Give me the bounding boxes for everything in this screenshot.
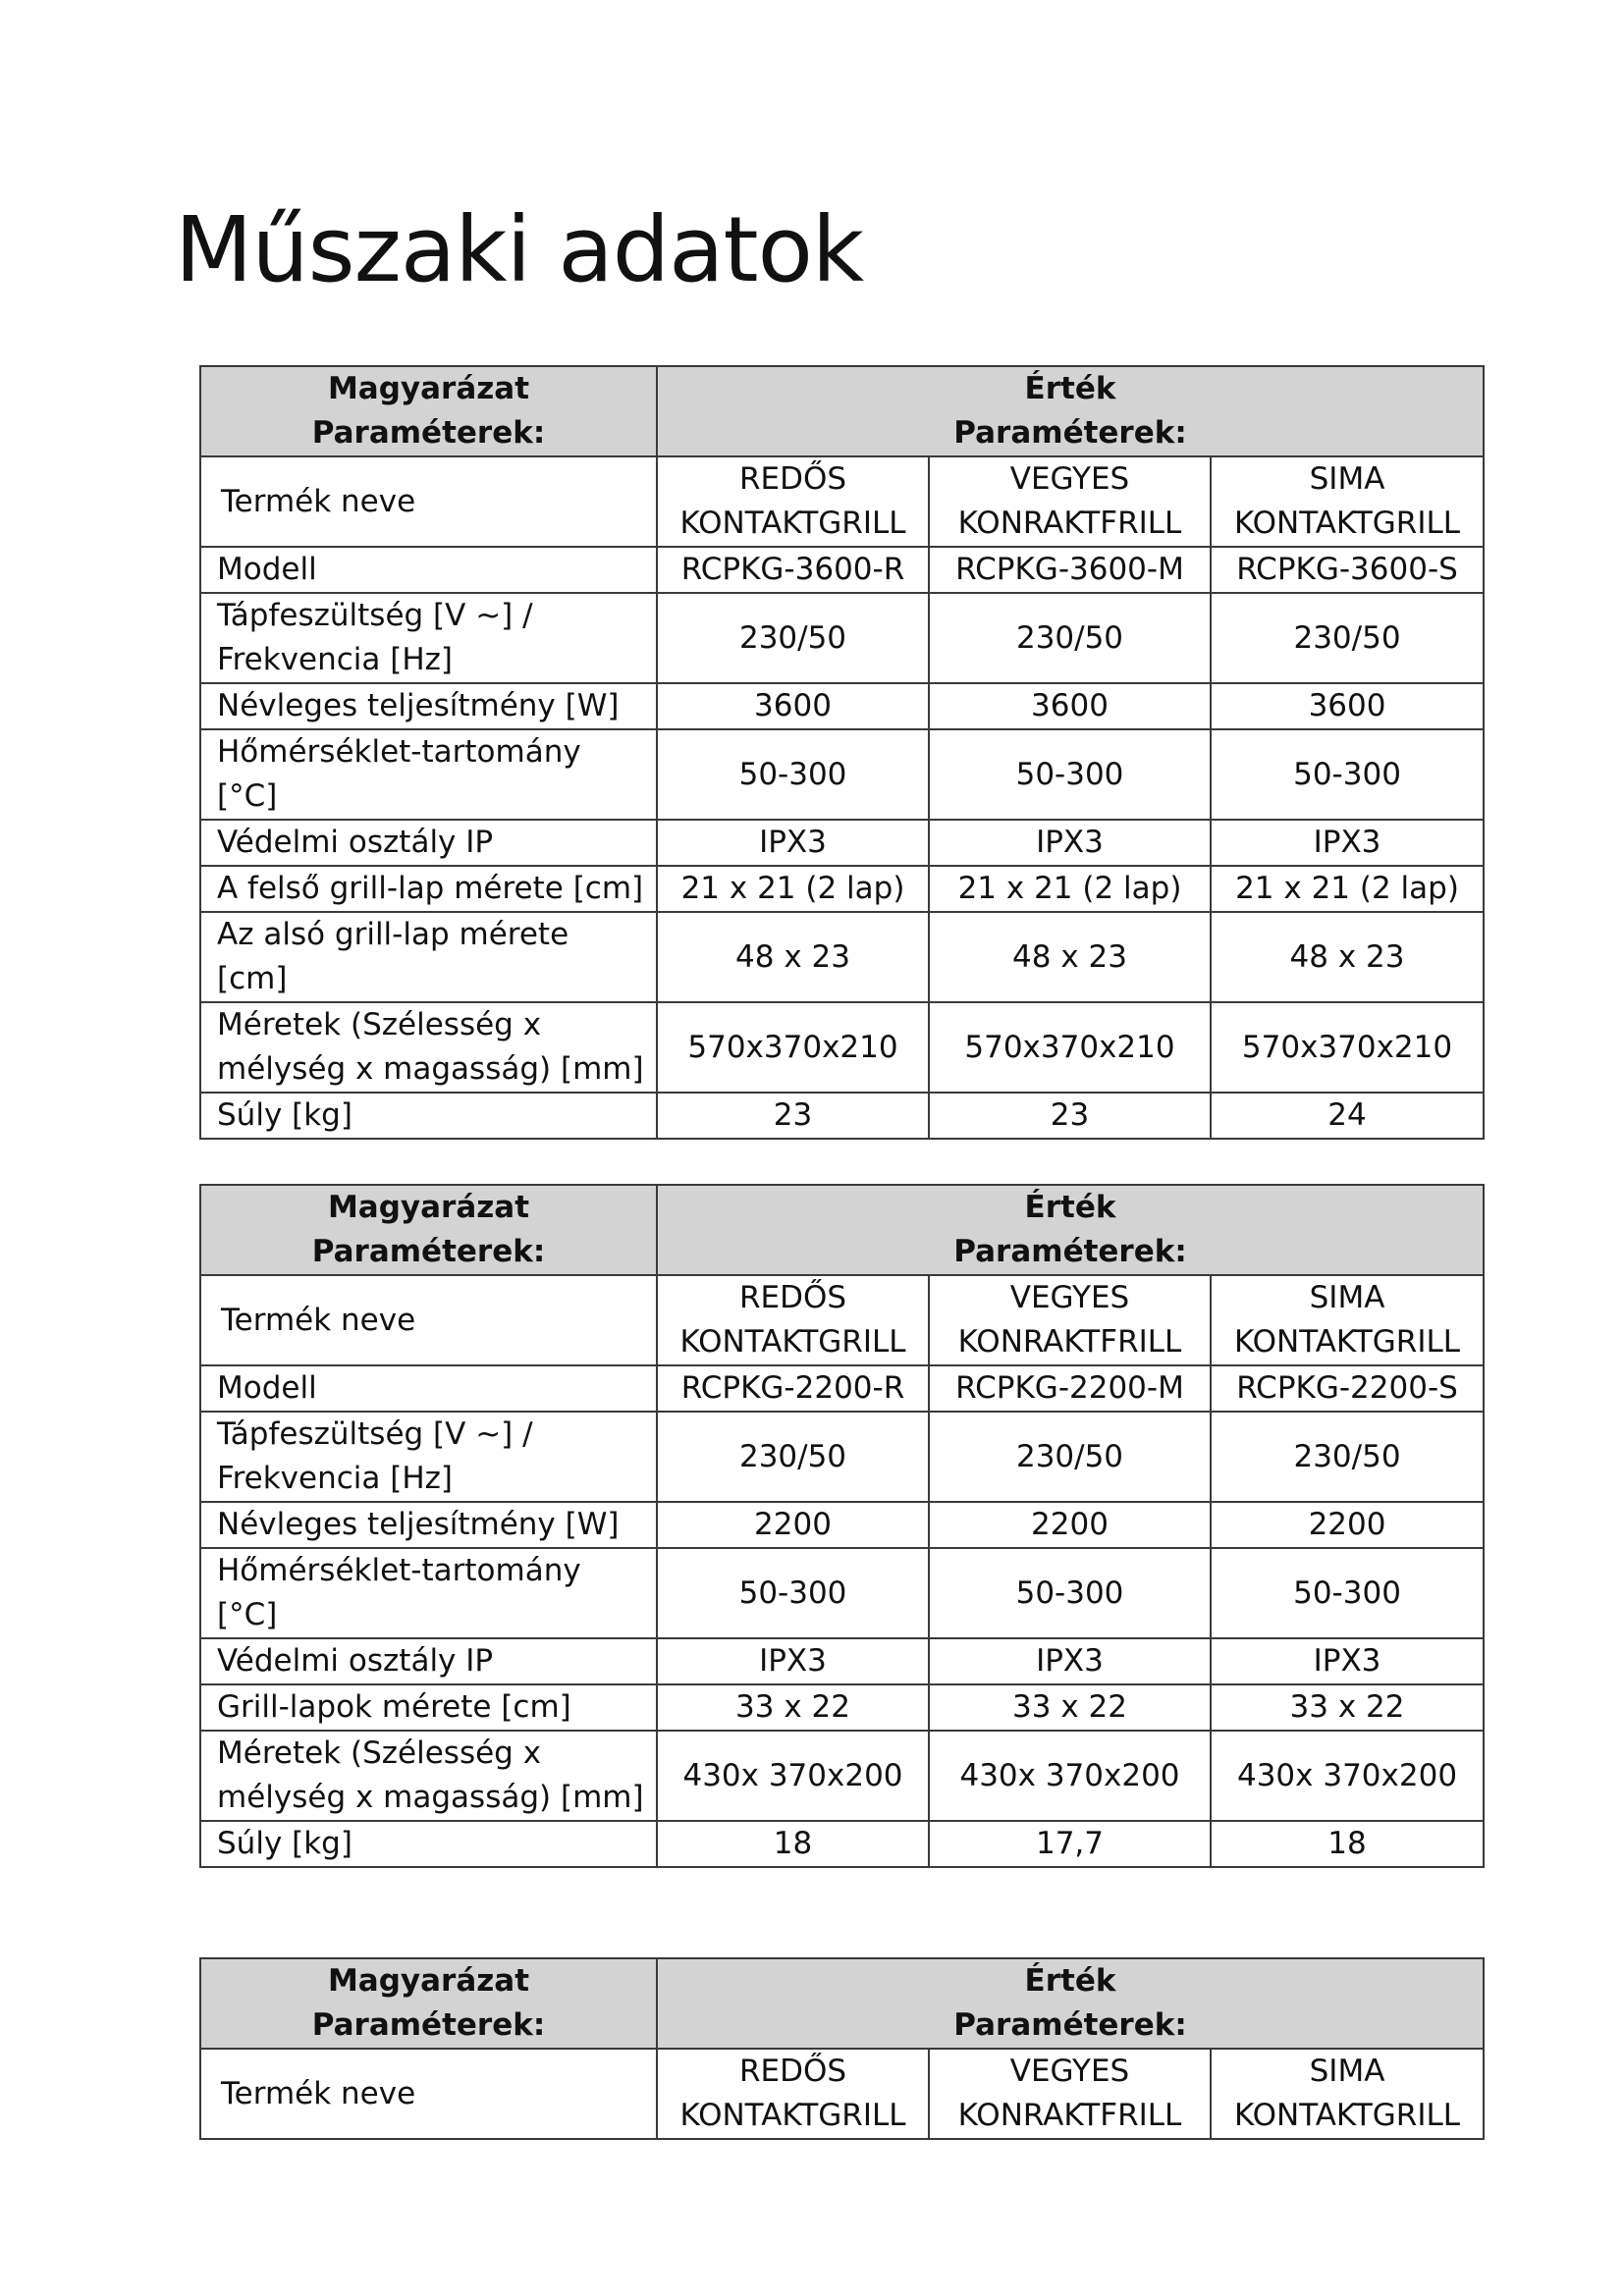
- value-cell: 230/50: [657, 593, 929, 683]
- row-label: [200, 1002, 657, 1093]
- row-label-line: Hőmérséklet-tartomány: [217, 734, 581, 770]
- product-name-cell: [1211, 2049, 1484, 2139]
- header-label: Magyarázat: [327, 1190, 530, 1225]
- product-name-line: REDŐS: [738, 2054, 847, 2089]
- row-label: Termék neve: [200, 456, 657, 547]
- header-label: Paraméterek:: [953, 415, 1187, 451]
- value-cell: 23: [929, 1093, 1211, 1139]
- row-label: Névleges teljesítmény [W]: [200, 683, 657, 729]
- header-cell-values: [657, 1958, 1484, 2049]
- value-cell: 2200: [1211, 1502, 1484, 1548]
- value-cell: 230/50: [929, 593, 1211, 683]
- product-name-cell: [929, 2049, 1211, 2139]
- row-label: Névleges teljesítmény [W]: [200, 1502, 657, 1548]
- value-cell: 33 x 22: [657, 1684, 929, 1731]
- value-cell: 33 x 22: [929, 1684, 1211, 1731]
- spec-table-3600: [199, 365, 1485, 1140]
- header-label: Paraméterek:: [311, 415, 546, 451]
- value-cell: 3600: [657, 683, 929, 729]
- row-label-line: [°C]: [217, 1597, 278, 1632]
- product-name-line: KONRAKTFRILL: [957, 2098, 1182, 2133]
- value-cell: 3600: [929, 683, 1211, 729]
- row-label: Grill-lapok mérete [cm]: [200, 1684, 657, 1731]
- table-row: [200, 1412, 1484, 1502]
- product-name-cell: [929, 1275, 1211, 1365]
- value-cell: 33 x 22: [1211, 1684, 1484, 1731]
- row-label-line: mélység x magasság) [mm]: [217, 1051, 644, 1087]
- product-name-line: REDŐS: [738, 461, 847, 497]
- table-row: [200, 683, 1484, 729]
- product-name-row: [200, 2049, 1484, 2139]
- value-cell: 230/50: [1211, 593, 1484, 683]
- spec-table-partial: [199, 1957, 1485, 2140]
- value-cell: 570x370x210: [657, 1002, 929, 1093]
- product-name-cell: [929, 456, 1211, 547]
- header-row: [200, 366, 1484, 456]
- row-label: Termék neve: [200, 2049, 657, 2139]
- product-name-line: KONTAKTGRILL: [1233, 1324, 1461, 1360]
- table-row: [200, 1684, 1484, 1731]
- table-row: [200, 1548, 1484, 1638]
- header-cell-parameters: [200, 1958, 657, 2049]
- value-cell: 21 x 21 (2 lap): [1211, 866, 1484, 912]
- product-name-line: KONTAKTGRILL: [679, 506, 906, 541]
- header-cell-values: [657, 366, 1484, 456]
- value-cell: 430x 370x200: [657, 1731, 929, 1821]
- value-cell: 570x370x210: [1211, 1002, 1484, 1093]
- value-cell: 230/50: [657, 1412, 929, 1502]
- row-label-line: Frekvencia [Hz]: [217, 1461, 454, 1496]
- value-cell: 18: [657, 1821, 929, 1867]
- table-row: [200, 1638, 1484, 1684]
- value-cell: 50-300: [1211, 1548, 1484, 1638]
- table-row: [200, 820, 1484, 866]
- value-cell: IPX3: [1211, 820, 1484, 866]
- header-label: Magyarázat: [327, 371, 530, 406]
- value-cell: 23: [657, 1093, 929, 1139]
- row-label: Modell: [200, 547, 657, 593]
- product-name-line: KONRAKTFRILL: [957, 506, 1182, 541]
- product-name-cell: [1211, 456, 1484, 547]
- table-row: [200, 1002, 1484, 1093]
- value-cell: 50-300: [657, 729, 929, 820]
- value-cell: 3600: [1211, 683, 1484, 729]
- header-cell-parameters: [200, 1185, 657, 1275]
- value-cell: 48 x 23: [929, 912, 1211, 1002]
- value-cell: 230/50: [929, 1412, 1211, 1502]
- row-label: Modell: [200, 1365, 657, 1412]
- header-cell-values: [657, 1185, 1484, 1275]
- spec-table-2200: [199, 1184, 1485, 1868]
- product-name-cell: [657, 2049, 929, 2139]
- header-label: Paraméterek:: [953, 2007, 1187, 2043]
- value-cell: 570x370x210: [929, 1002, 1211, 1093]
- table-row: [200, 866, 1484, 912]
- product-name-line: SIMA: [1309, 2054, 1385, 2089]
- value-cell: 2200: [657, 1502, 929, 1548]
- header-row: [200, 1185, 1484, 1275]
- value-cell: 50-300: [657, 1548, 929, 1638]
- header-label: Érték: [1024, 371, 1116, 406]
- product-name-line: KONTAKTGRILL: [1233, 506, 1461, 541]
- row-label-line: Hőmérséklet-tartomány: [217, 1553, 581, 1588]
- product-name-line: KONTAKTGRILL: [1233, 2098, 1461, 2133]
- page-title: Műszaki adatok: [175, 197, 864, 302]
- row-label-line: Tápfeszültség [V ~] /: [217, 598, 533, 633]
- row-label-line: Méretek (Szélesség x: [217, 1007, 542, 1042]
- product-name-cell: [1211, 1275, 1484, 1365]
- value-cell: 230/50: [1211, 1412, 1484, 1502]
- row-label-line: Frekvencia [Hz]: [217, 642, 454, 677]
- table-row: [200, 593, 1484, 683]
- value-cell: IPX3: [929, 820, 1211, 866]
- table-row: [200, 729, 1484, 820]
- value-cell: RCPKG-2200-M: [929, 1365, 1211, 1412]
- row-label: [200, 1731, 657, 1821]
- table-row: [200, 1731, 1484, 1821]
- product-name-line: SIMA: [1309, 461, 1385, 497]
- table-row: [200, 1502, 1484, 1548]
- product-name-line: KONTAKTGRILL: [679, 2098, 906, 2133]
- row-label-line: Tápfeszültség [V ~] /: [217, 1416, 533, 1452]
- product-name-cell: [657, 456, 929, 547]
- header-label: Magyarázat: [327, 1963, 530, 1999]
- row-label: Súly [kg]: [200, 1821, 657, 1867]
- row-label: Az alsó grill-lap mérete [cm]: [200, 912, 657, 1002]
- row-label: Védelmi osztály IP: [200, 1638, 657, 1684]
- value-cell: IPX3: [657, 1638, 929, 1684]
- header-label: Paraméterek:: [311, 2007, 546, 2043]
- value-cell: 2200: [929, 1502, 1211, 1548]
- value-cell: 24: [1211, 1093, 1484, 1139]
- table-row: [200, 1821, 1484, 1867]
- row-label: Termék neve: [200, 1275, 657, 1365]
- header-row: [200, 1958, 1484, 2049]
- table-row: [200, 1365, 1484, 1412]
- value-cell: 50-300: [929, 729, 1211, 820]
- product-name-line: VEGYES: [1009, 1280, 1130, 1315]
- value-cell: IPX3: [929, 1638, 1211, 1684]
- value-cell: 430x 370x200: [929, 1731, 1211, 1821]
- header-label: Érték: [1024, 1190, 1116, 1225]
- value-cell: 50-300: [929, 1548, 1211, 1638]
- row-label: [200, 593, 657, 683]
- product-name-cell: [657, 1275, 929, 1365]
- row-label-line: Méretek (Szélesség x: [217, 1735, 542, 1771]
- value-cell: 50-300: [1211, 729, 1484, 820]
- product-name-line: VEGYES: [1009, 461, 1130, 497]
- value-cell: RCPKG-3600-R: [657, 547, 929, 593]
- value-cell: 430x 370x200: [1211, 1731, 1484, 1821]
- row-label: Védelmi osztály IP: [200, 820, 657, 866]
- product-name-line: KONTAKTGRILL: [679, 1324, 906, 1360]
- row-label: [200, 729, 657, 820]
- product-name-line: VEGYES: [1009, 2054, 1130, 2089]
- product-name-row: [200, 1275, 1484, 1365]
- header-label: Paraméterek:: [953, 1234, 1187, 1269]
- value-cell: RCPKG-2200-R: [657, 1365, 929, 1412]
- value-cell: RCPKG-2200-S: [1211, 1365, 1484, 1412]
- value-cell: RCPKG-3600-M: [929, 547, 1211, 593]
- product-name-row: [200, 456, 1484, 547]
- value-cell: 18: [1211, 1821, 1484, 1867]
- product-name-line: REDŐS: [738, 1280, 847, 1315]
- value-cell: 21 x 21 (2 lap): [657, 866, 929, 912]
- product-name-line: KONRAKTFRILL: [957, 1324, 1182, 1360]
- row-label: [200, 1412, 657, 1502]
- row-label: [200, 1548, 657, 1638]
- value-cell: 21 x 21 (2 lap): [929, 866, 1211, 912]
- row-label: Súly [kg]: [200, 1093, 657, 1139]
- product-name-line: SIMA: [1309, 1280, 1385, 1315]
- value-cell: IPX3: [1211, 1638, 1484, 1684]
- value-cell: IPX3: [657, 820, 929, 866]
- header-cell-parameters: [200, 366, 657, 456]
- value-cell: 48 x 23: [1211, 912, 1484, 1002]
- table-row: [200, 912, 1484, 1002]
- value-cell: 48 x 23: [657, 912, 929, 1002]
- value-cell: RCPKG-3600-S: [1211, 547, 1484, 593]
- row-label-line: mélység x magasság) [mm]: [217, 1780, 644, 1815]
- header-label: Érték: [1024, 1963, 1116, 1999]
- value-cell: 17,7: [929, 1821, 1211, 1867]
- row-label-line: [°C]: [217, 778, 278, 814]
- table-row: [200, 547, 1484, 593]
- row-label: A felső grill-lap mérete [cm]: [200, 866, 657, 912]
- header-label: Paraméterek:: [311, 1234, 546, 1269]
- table-row: [200, 1093, 1484, 1139]
